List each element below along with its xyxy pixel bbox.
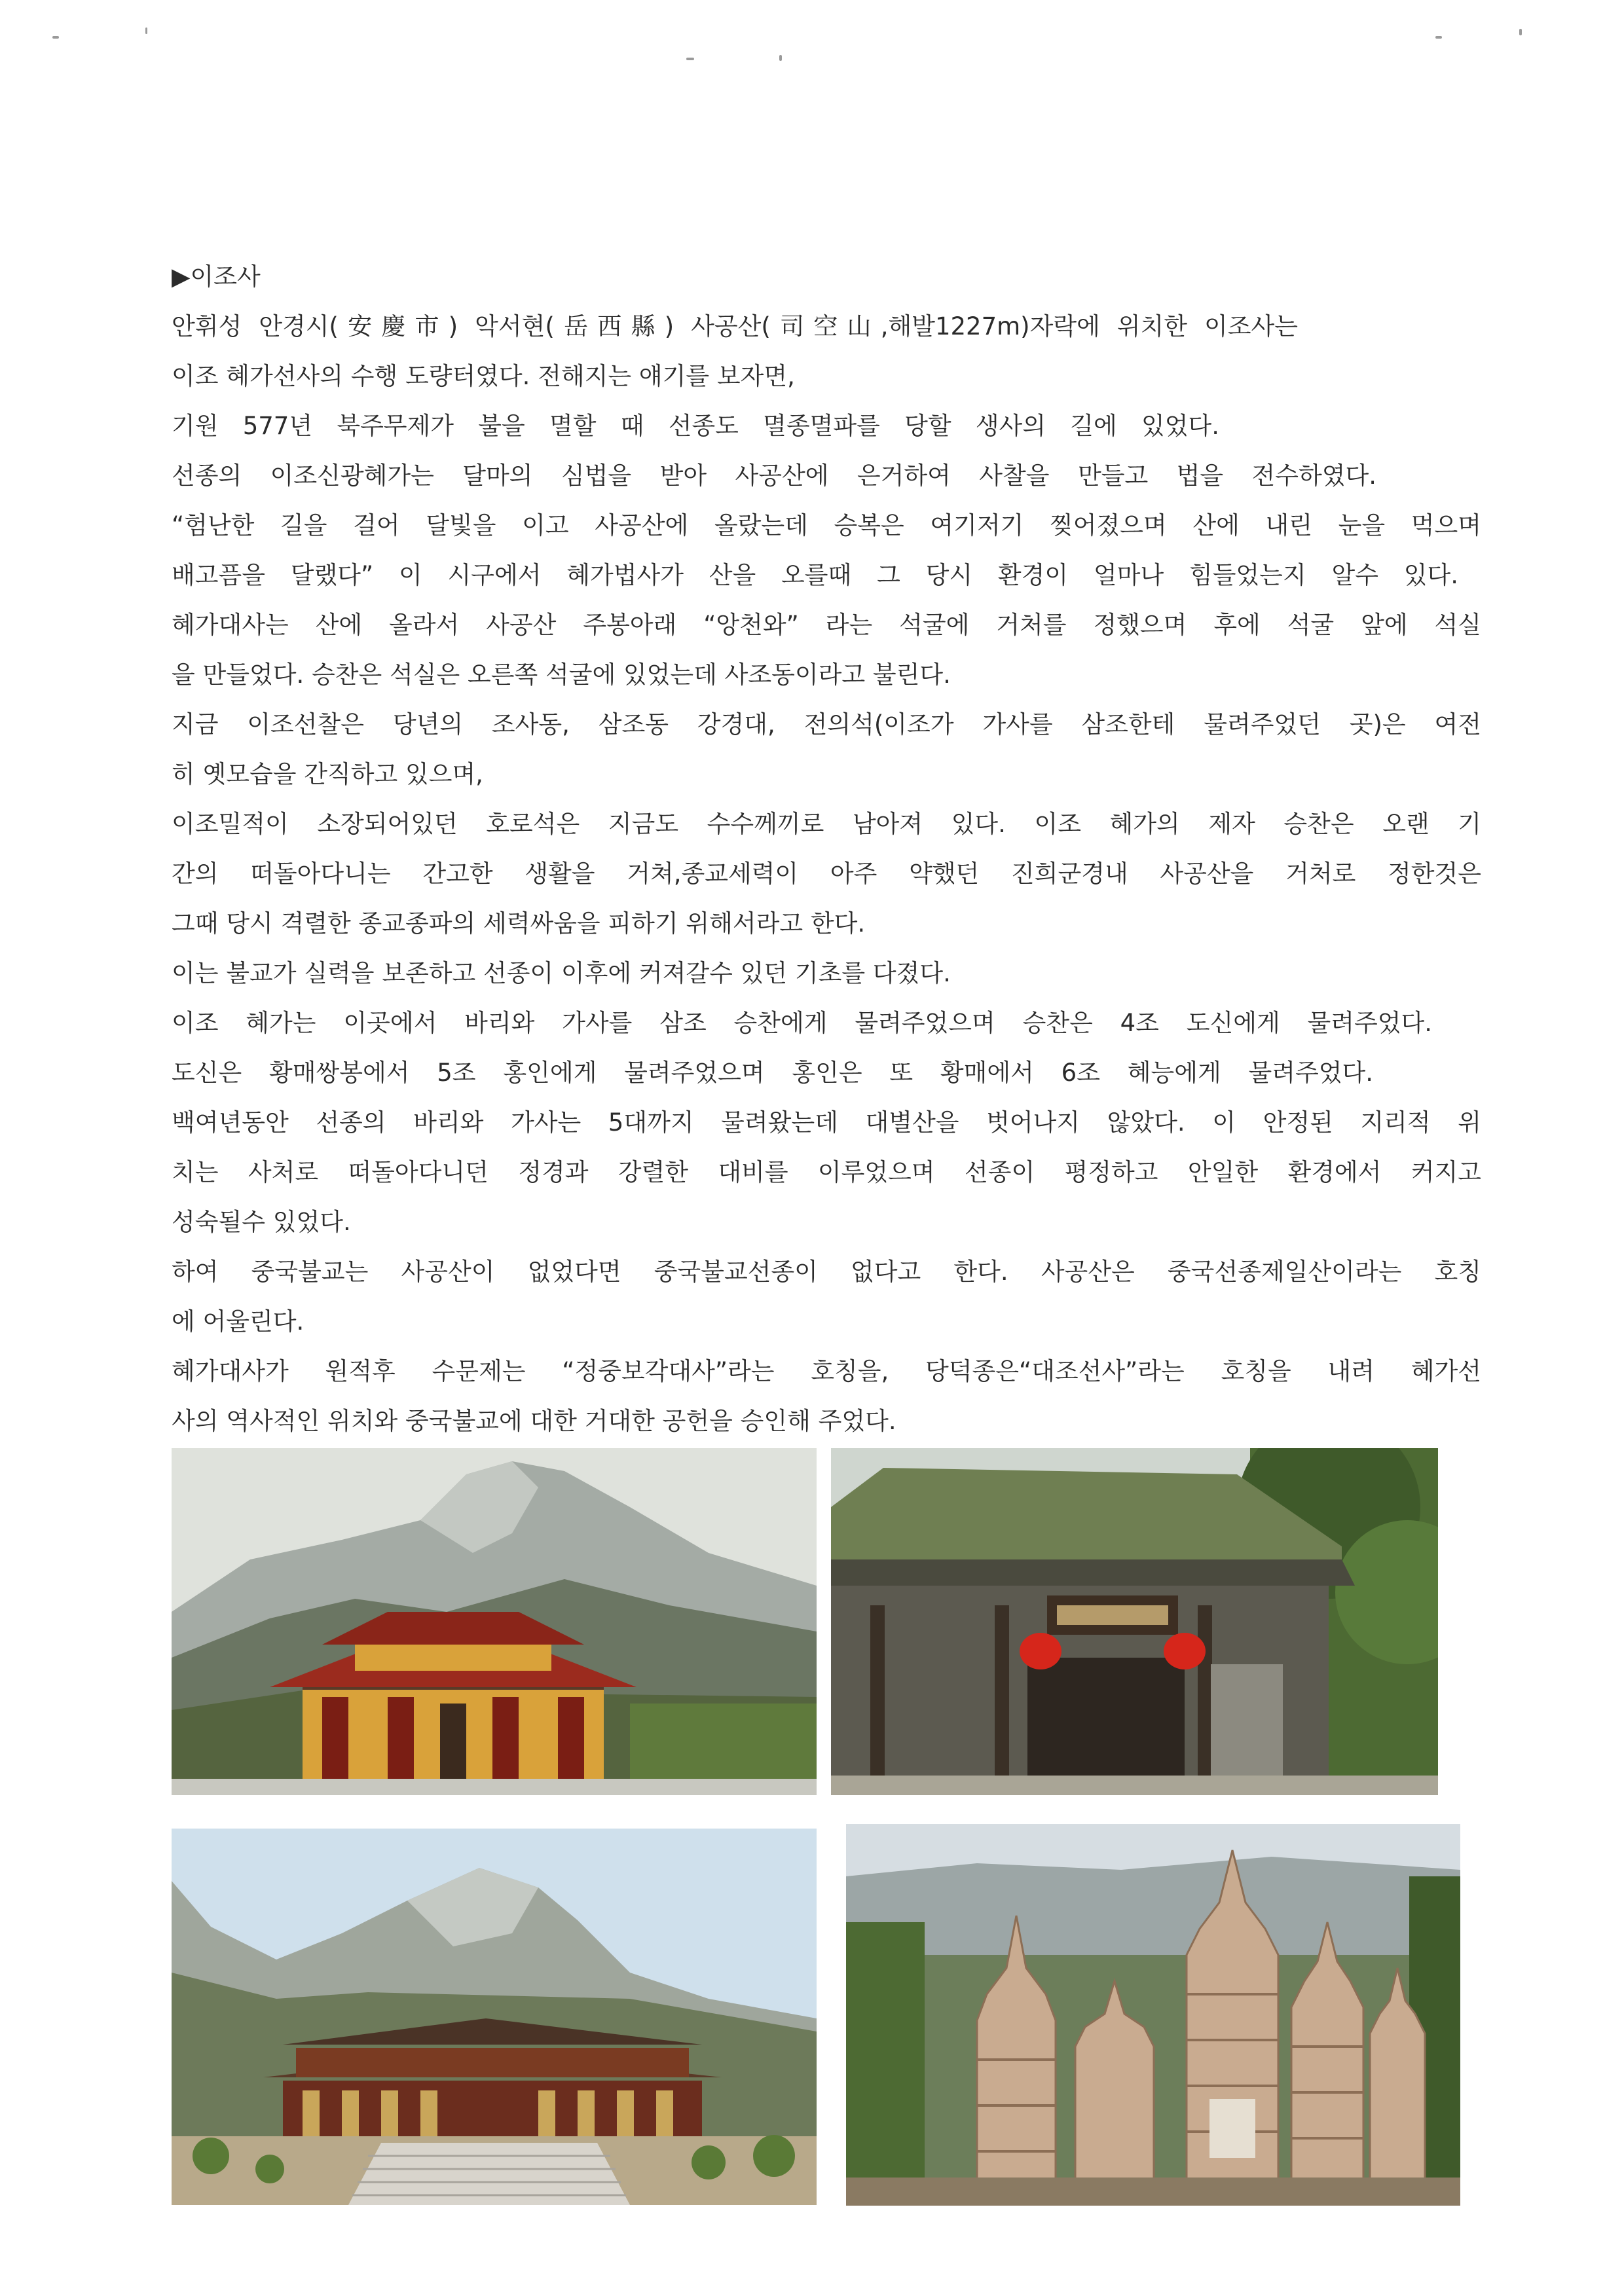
section-title: ▶이조사 [172, 263, 261, 291]
paragraph-line: 혜가대사가 원적후 수문제는 “정중보각대사”라는 호칭을, 당덕종은“대조선사”라는 호칭을 내려 혜가선 [172, 1357, 1481, 1385]
paragraph-line: “험난한 길을 걸어 달빛을 이고 사공산에 올랐는데 승복은 여기저기 찢어졌으며 산에 내린 눈을 먹으며 [172, 511, 1481, 539]
scan-speck [52, 36, 59, 39]
paragraph-line: 이조밀적이 소장되어있던 호로석은 지금도 수수께끼로 남아져 있다. 이조 혜가의 제자 승찬은 오랜 기 [172, 810, 1481, 838]
paragraph-line: 안휘성 안경시(安慶市) 악서현(岳西縣) 사공산(司空山,해발1227m)자락에 위치한 이조사는 [172, 312, 1298, 340]
scan-speck [1519, 29, 1522, 35]
paragraph-line: 혜가대사는 산에 올라서 사공산 주봉아래 “앙천와” 라는 석굴에 거처를 정했으며 후에 석굴 앞에 석실 [172, 611, 1481, 639]
paragraph-line: 치는 사처로 떠돌아다니던 정경과 강렬한 대비를 이루었으며 선종이 평정하고 안일한 환경에서 커지고 [172, 1158, 1481, 1186]
paragraph-line: 을 만들었다. 승찬은 석실은 오른쪽 석굴에 있었는데 사조동이라고 불린다. [172, 661, 951, 689]
paragraph-line: 하여 중국불교는 사공산이 없었다면 중국불교선종이 없다고 한다. 사공산은 중국선종제일산이라는 호칭 [172, 1258, 1481, 1286]
photo-old-hall-lanterns [831, 1448, 1438, 1795]
photo-grand-temple-stairs [172, 1829, 817, 2205]
paragraph-line: 선종의 이조신광혜가는 달마의 심법을 받아 사공산에 은거하여 사찰을 만들고 법을 전수하였다. [172, 462, 1376, 490]
paragraph-line: 이조 혜가는 이곳에서 바리와 가사를 삼조 승찬에게 물려주었으며 승찬은 4조 도신에게 물려주었다. [172, 1009, 1432, 1037]
photo-temple-mountain [172, 1448, 817, 1795]
pagoda-forest-illustration [846, 1824, 1460, 2206]
paragraph-line: 기원 577년 북주무제가 불을 멸할 때 선종도 멸종멸파를 당할 생사의 길에 있었다. [172, 412, 1219, 440]
paragraph-line: 배고픔을 달랬다” 이 시구에서 혜가법사가 산을 오를때 그 당시 환경이 얼마나 힘들었는지 알수 있다. [172, 561, 1458, 589]
paragraph-line: 그때 당시 격렬한 종교종파의 세력싸움을 피하기 위해서라고 한다. [172, 909, 866, 938]
temple-mountain-illustration [172, 1448, 817, 1795]
paragraph-line: 이는 불교가 실력을 보존하고 선종이 이후에 커져갈수 있던 기초를 다졌다. [172, 959, 951, 987]
paragraph-line: 백여년동안 선종의 바리와 가사는 5대까지 물려왔는데 대별산을 벗어나지 않았다. 이 안정된 지리적 위 [172, 1108, 1481, 1137]
grand-temple-illustration [172, 1829, 817, 2205]
scan-speck [686, 58, 694, 60]
paragraph-line: 이조 혜가선사의 수행 도량터였다. 전해지는 얘기를 보자면, [172, 362, 795, 390]
paragraph-line: 지금 이조선찰은 당년의 조사동, 삼조동 강경대, 전의석(이조가 가사를 삼조한테 물려주었던 곳)은 여전 [172, 710, 1481, 738]
paragraph-line: 간의 떠돌아다니는 간고한 생활을 거쳐,종교세력이 아주 약했던 진희군경내 사공산을 거처로 정한것은 [172, 860, 1481, 888]
old-hall-illustration [831, 1448, 1438, 1795]
paragraph-line: 히 옛모습을 간직하고 있으며, [172, 760, 483, 788]
scan-speck [1435, 36, 1442, 39]
paragraph-line: 에 어울린다. [172, 1307, 304, 1336]
paragraph-line: 도신은 황매쌍봉에서 5조 홍인에게 물려주었으며 홍인은 또 황매에서 6조 혜능에게 물려주었다. [172, 1059, 1373, 1087]
paragraph-line: 성숙될수 있었다. [172, 1208, 351, 1236]
document-body [172, 252, 1481, 1446]
scan-speck [779, 55, 782, 61]
photo-stone-pagodas [846, 1824, 1460, 2206]
scan-speck [145, 27, 147, 34]
paragraph-line: 사의 역사적인 위치와 중국불교에 대한 거대한 공헌을 승인해 주었다. [172, 1407, 896, 1435]
